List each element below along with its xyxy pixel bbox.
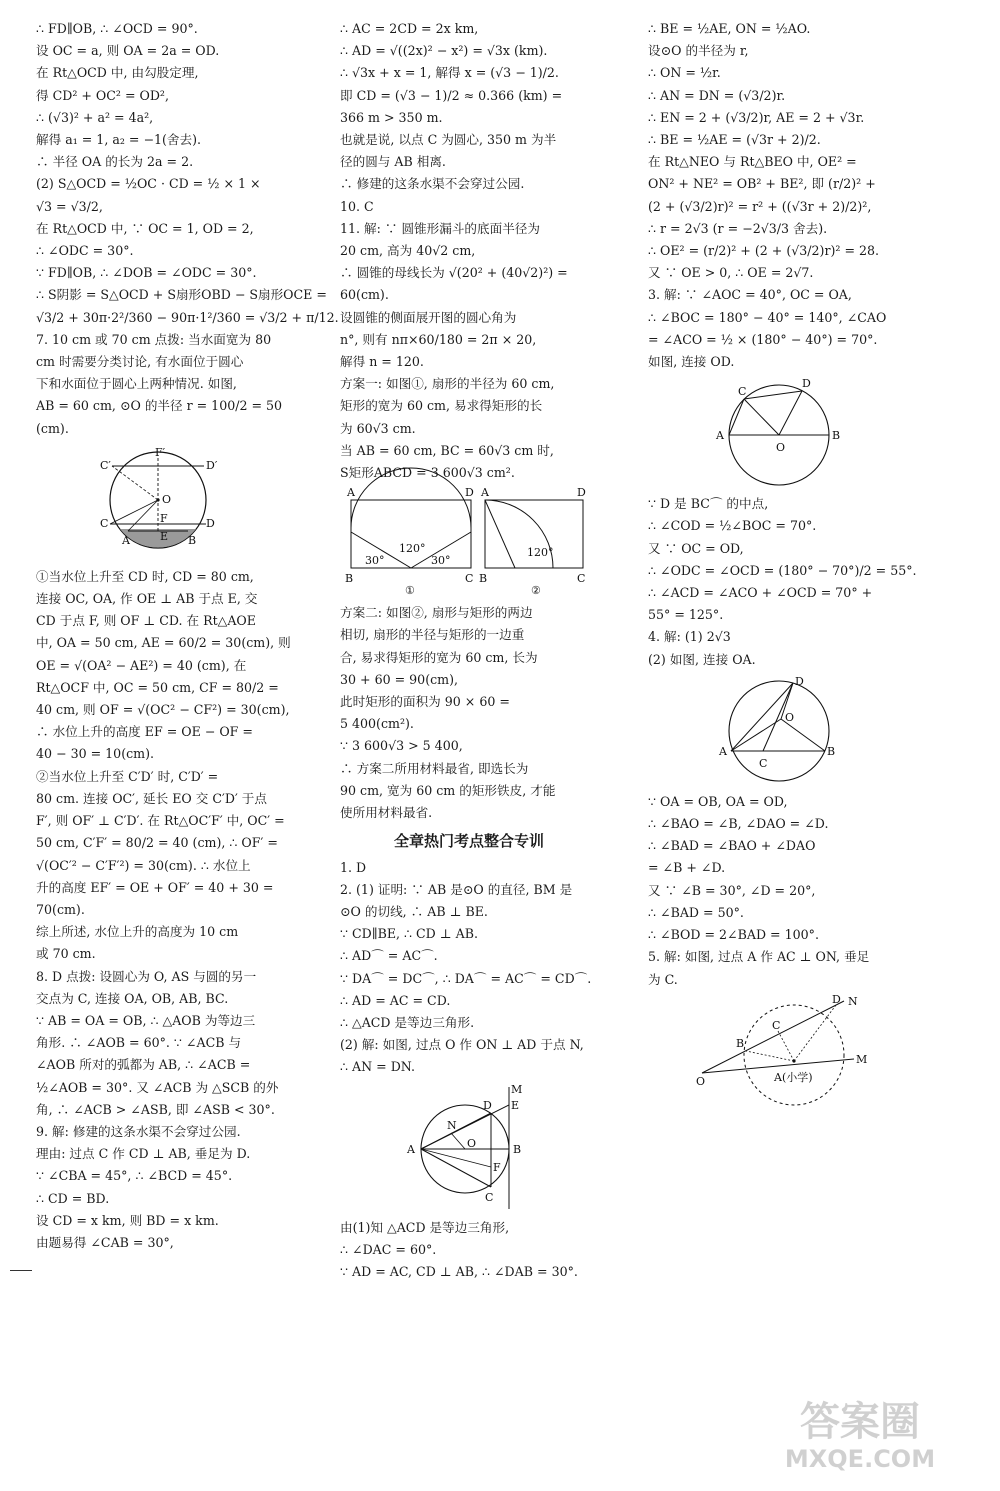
text-line: ∵ CD∥BE, ∴ CD ⊥ AB. — [340, 926, 478, 942]
text-line: 在 Rt△OCD 中, 由勾股定理, — [36, 65, 199, 81]
text-line: S矩形ABCD = 3 600√3 cm². — [340, 465, 515, 481]
text-line: 设 CD = x km, 则 BD = x km. — [36, 1212, 219, 1228]
text-line: ∴ 水位上升的高度 EF = OE − OF = — [36, 724, 253, 740]
text-line: (cm). — [36, 420, 69, 436]
text-line: ①当水位上升至 CD 时, CD = 80 cm, — [36, 568, 254, 584]
svg-text:D′: D′ — [206, 458, 218, 472]
svg-text:A: A — [481, 486, 489, 500]
text-line: ∴ AC = 2CD = 2x km, — [340, 21, 479, 36]
svg-text:C: C — [772, 1018, 781, 1032]
text-line: ∴ ON = ½r. — [648, 65, 721, 81]
text-line: 40 − 30 = 10(cm). — [36, 746, 155, 762]
text-line: ∴ AD = √((2x)² − x²) = √3x (km). — [340, 43, 548, 59]
text-line: 4. 解: (1) 2√3 — [648, 629, 731, 645]
svg-text:F: F — [160, 511, 168, 525]
svg-text:C: C — [100, 516, 109, 530]
text-line: 相切, 扇形的半径与矩形的一边重 — [340, 627, 525, 643]
text-line: 80 cm. 连接 OC′, 延长 EO 交 C′D′ 于点 — [36, 790, 267, 806]
q7-circle-figure — [98, 444, 218, 562]
text-line: 11. 解: ∵ 圆锥形漏斗的底面半径为 — [340, 220, 540, 236]
fig1-label: ① — [405, 584, 415, 598]
text-line: ∴ 方案二所用材料最省, 即选长为 — [340, 760, 529, 776]
svg-text:C′: C′ — [100, 458, 111, 472]
text-line: 由(1)知 △ACD 是等边三角形, — [340, 1219, 510, 1235]
text-line: ∴ ∠BAO = ∠B, ∠DAO = ∠D. — [648, 816, 829, 832]
page-edge-line — [10, 1270, 32, 1271]
text-line: 方案一: 如图①, 扇形的半径为 60 cm, — [340, 376, 555, 392]
text-line: ∴ EN = 2 + (√3/2)r, AE = 2 + √3r. — [648, 109, 865, 125]
text-line: cm 时需要分类讨论, 有水面位于圆心 — [36, 354, 244, 370]
text-line: ∴ FD∥OB, ∴ ∠OCD = 90°. — [36, 21, 198, 36]
text-line: 径的圆与 AB 相离. — [340, 154, 446, 170]
text-line: ∴ CD = BD. — [36, 1190, 110, 1206]
text-line: 由题易得 ∠CAB = 30°, — [36, 1234, 174, 1250]
text-line: ∴ BE = ½AE, ON = ½AO. — [648, 21, 811, 36]
svg-text:F: F — [493, 1160, 501, 1174]
svg-text:D: D — [206, 516, 215, 530]
svg-text:C: C — [577, 572, 586, 586]
text-line: ∴ △ACD 是等边三角形. — [340, 1014, 475, 1030]
school-label: A(小学) — [774, 1070, 813, 1084]
text-line: 角形. ∴ ∠AOB = 60°. ∵ ∠ACB 与 — [36, 1035, 242, 1051]
q7-8-9-block — [36, 566, 291, 1254]
text-line: 解得 a₁ = 1, a₂ = −1(舍去). — [36, 132, 202, 148]
svg-text:N: N — [447, 1118, 457, 1132]
text-line: 40 cm, 则 OF = √(OC² − CF²) = 30(cm), — [36, 702, 290, 718]
text-line: 升的高度 EF′ = OE + OF′ = 40 + 30 = — [36, 879, 274, 895]
text-line: ∴ ∠ACD = ∠ACO + ∠OCD = 70° + — [648, 585, 873, 601]
svg-text:D: D — [802, 377, 811, 391]
svg-text:C: C — [759, 756, 768, 770]
text-line: 70(cm). — [36, 901, 85, 917]
text-line: (2 + (√3/2)r)² = r² + ((√3r + 2)/2)², — [648, 198, 872, 214]
text-line: n°, 则有 nπ×60/180 = 2π × 20, — [340, 331, 537, 347]
text-line: 中, OA = 50 cm, AE = 60/2 = 30(cm), 则 — [36, 635, 291, 651]
text-line: 2. (1) 证明: ∵ AB 是⊙O 的直径, BM 是 — [340, 881, 573, 897]
text-line: √3/2 + 30π·2²/360 − 90π·1²/360 = √3/2 + π/12. — [36, 309, 339, 325]
q3-circle-figure — [704, 377, 854, 489]
svg-text:A: A — [407, 1142, 415, 1156]
text-line: 此时矩形的面积为 90 × 60 = — [340, 694, 510, 710]
text-line: ∴ √3x + x = 1, 解得 x = (√3 − 1)/2. — [340, 65, 559, 81]
svg-text:C: C — [485, 1190, 494, 1204]
svg-text:O: O — [696, 1074, 706, 1088]
text-line: ∴ 半径 OA 的长为 2a = 2. — [36, 154, 194, 170]
text-line: ½∠AOB = 30°. 又 ∠ACB 为 △SCB 的外 — [36, 1079, 279, 1095]
text-line: 合, 易求得矩形的宽为 60 cm, 长为 — [340, 649, 538, 665]
svg-text:B: B — [479, 572, 488, 586]
text-line: 在 Rt△NEO 与 Rt△BEO 中, OE² = — [648, 154, 857, 170]
text-line: 得 CD² + OC² = OD², — [36, 87, 169, 103]
text-line: ∴ ∠DAC = 60°. — [340, 1241, 437, 1257]
text-line: ∴ ∠BAD = 50°. — [648, 904, 744, 920]
text-line: ∵ ∠CBA = 45°, ∴ ∠BCD = 45°. — [36, 1168, 233, 1184]
text-line: 矩形的宽为 60 cm, 易求得矩形的长 — [340, 398, 543, 414]
text-line: 5. 解: 如图, 过点 A 作 AC ⊥ ON, 垂足 — [648, 949, 870, 965]
text-line: 为 60√3 cm. — [340, 420, 416, 436]
text-line: (2) 如图, 连接 OA. — [648, 651, 756, 667]
svg-text:B: B — [832, 429, 841, 443]
svg-text:B: B — [827, 744, 836, 758]
col3-block-c — [648, 791, 910, 991]
q4-circle-figure — [709, 675, 849, 787]
text-line: ∴ AD⌒ = AC⌒. — [340, 948, 438, 964]
svg-text:A: A — [719, 744, 727, 758]
text-line: ②当水位上升至 C′D′ 时, C′D′ = — [36, 768, 219, 784]
fig1-angle-120: 120° — [399, 542, 426, 556]
section-heading: 全章热门考点整合专训 — [393, 832, 544, 851]
text-line: 又 ∵ OC = OD, — [648, 540, 744, 556]
text-line: ∴ AN = DN. — [340, 1059, 416, 1075]
text-line: ∵ OA = OB, OA = OD, — [648, 793, 788, 809]
text-line: 又 ∵ ∠B = 30°, ∠D = 20°, — [648, 882, 816, 898]
q5-figure — [694, 992, 868, 1107]
text-line: ∴ S阴影 = S△OCD + S扇形OBD − S扇形OCE = — [36, 287, 327, 303]
text-line: ∴ AN = DN = (√3/2)r. — [648, 87, 786, 103]
text-line: ON² + NE² = OB² + BE², 即 (r/2)² + — [648, 176, 876, 192]
fig2-angle-120: 120° — [527, 546, 554, 560]
col1-block-a — [36, 18, 339, 329]
text-line: ∵ D 是 BC⌒ 的中点, — [648, 496, 769, 512]
text-line: 角, ∴ ∠ACB > ∠ASB, 即 ∠ASB < 30°. — [36, 1101, 275, 1117]
text-line: √(OC′² − C′F′²) = 30(cm). ∴ 水位上 — [36, 857, 251, 873]
text-line: ∴ 修建的这条水渠不会穿过公园. — [340, 176, 525, 192]
text-line: ∴ BE = ½AE = (√3r + 2)/2. — [648, 132, 821, 148]
text-line: 也就是说, 以点 C 为圆心, 350 m 为半 — [340, 132, 557, 148]
text-line: 方案二: 如图②, 扇形与矩形的两边 — [340, 605, 533, 621]
text-line: ∵ DA⌒ = DC⌒, ∴ DA⌒ = AC⌒ = CD⌒. — [340, 970, 592, 986]
col3-block-b — [648, 493, 917, 671]
svg-text:B: B — [188, 533, 197, 547]
watermark-top: 答案圈 — [800, 1399, 920, 1445]
text-line: 9. 解: 修建的这条水渠不会穿过公园. — [36, 1123, 241, 1139]
col2-block-c — [340, 857, 598, 1079]
svg-text:B: B — [345, 572, 354, 586]
text-line: ∴ (√3)² + a² = 4a², — [36, 109, 154, 125]
text-line: ∴ ∠BOD = 2∠BAD = 100°. — [648, 927, 819, 943]
watermark-bottom: MXQE.COM — [784, 1445, 936, 1473]
text-line: 解得 n = 120. — [340, 354, 424, 370]
svg-text:D: D — [465, 486, 474, 500]
text-line: 366 m > 350 m. — [340, 109, 443, 125]
svg-text:C: C — [738, 385, 747, 399]
svg-text:D: D — [795, 674, 804, 688]
text-line: ∠AOB 所对的弧都为 AB, ∴ ∠ACB = — [36, 1057, 251, 1073]
text-line: 3. 解: ∵ ∠AOC = 40°, OC = OA, — [648, 287, 852, 303]
watermark-logo — [760, 1387, 960, 1477]
text-line: 50 cm, C′F′ = 80/2 = 40 (cm), ∴ OF′ = — [36, 835, 278, 851]
text-line: ∴ ∠BAD = ∠BAO + ∠DAO — [648, 838, 816, 854]
text-line: ∴ r = 2√3 (r = −2√3/3 舍去). — [648, 220, 828, 236]
text-line: 在 Rt△OCD 中, ∵ OC = 1, OD = 2, — [36, 220, 254, 236]
svg-text:E: E — [511, 1098, 520, 1112]
svg-text:D: D — [832, 992, 841, 1006]
text-line: 理由: 过点 C 作 CD ⊥ AB, 垂足为 D. — [36, 1146, 251, 1162]
text-line: ∴ OE² = (r/2)² + (2 + (√3/2)r)² = 28. — [648, 243, 880, 259]
text-line: CD 于点 F, 则 OF ⊥ CD. 在 Rt△AOE — [36, 613, 256, 629]
fig2-label: ② — [531, 584, 541, 598]
text-line: 为 C. — [648, 971, 678, 987]
text-line: 7. 10 cm 或 70 cm 点拨: 当水面宽为 80 — [36, 331, 272, 347]
text-line: 使所用材料最省. — [340, 805, 433, 821]
text-line: F′, 则 OF′ ⊥ C′D′. 在 Rt△OC′F′ 中, OC′ = — [36, 813, 285, 829]
text-line: 设圆锥的侧面展开图的圆心角为 — [340, 309, 517, 325]
text-line: = ∠ACO = ½ × (180° − 40°) = 70°. — [648, 331, 878, 347]
text-line: ∴ AD = AC = CD. — [340, 992, 451, 1008]
text-line: OE = √(OA² − AE²) = 40 (cm), 在 — [36, 657, 247, 673]
text-line: Rt△OCF 中, OC = 50 cm, CF = 80/2 = — [36, 679, 279, 695]
svg-text:N: N — [848, 994, 858, 1008]
text-line: ∴ ∠COD = ½∠BOC = 70°. — [648, 518, 817, 534]
column-right — [648, 18, 917, 1111]
svg-text:M: M — [856, 1052, 868, 1066]
text-line: 55° = 125°. — [648, 607, 724, 623]
text-line: ∴ 圆锥的母线长为 √(20² + (40√2)²) = — [340, 265, 568, 281]
svg-text:A: A — [716, 429, 724, 443]
text-line: 又 ∵ OE > 0, ∴ OE = 2√7. — [648, 265, 814, 281]
svg-text:C: C — [465, 572, 474, 586]
text-line: 30 + 60 = 90(cm), — [340, 671, 459, 687]
svg-text:O: O — [467, 1136, 477, 1150]
text-line: ∵ FD∥OB, ∴ ∠DOB = ∠ODC = 30°. — [36, 265, 257, 281]
text-line: AB = 60 cm, ⊙O 的半径 r = 100/2 = 50 — [36, 398, 283, 414]
svg-text:M: M — [511, 1082, 523, 1096]
svg-text:B: B — [736, 1036, 745, 1050]
column-left — [36, 18, 339, 1254]
text-line: 交点为 C, 连接 OA, OB, AB, BC. — [36, 990, 229, 1006]
text-line: 60(cm). — [340, 287, 389, 303]
fig1-angle-30-right: 30° — [431, 554, 451, 568]
text-line: 设⊙O 的半径为 r, — [648, 43, 749, 59]
svg-text:F′: F′ — [155, 445, 166, 459]
col3-block-a — [648, 18, 910, 373]
svg-text:D: D — [483, 1098, 492, 1112]
text-line: 10. C — [340, 198, 374, 214]
text-line: ∵ AD = AC, CD ⊥ AB, ∴ ∠DAB = 30°. — [340, 1263, 578, 1279]
svg-text:O: O — [162, 492, 172, 506]
fig1-angle-30-left: 30° — [365, 554, 385, 568]
svg-text:A: A — [347, 486, 355, 500]
text-line: ∴ ∠ODC = ∠OCD = (180° − 70°)/2 = 55°. — [648, 562, 917, 578]
col2-block-b — [340, 602, 598, 824]
text-line: 1. D — [340, 859, 367, 875]
text-line: ∵ AB = OA = OB, ∴ △AOB 为等边三 — [36, 1012, 256, 1028]
svg-text:O: O — [776, 441, 786, 455]
text-line: (2) 解: 如图, 过点 O 作 ON ⊥ AD 于点 N, — [340, 1037, 584, 1053]
text-line: 下和水面位于圆心上两种情况. 如图, — [36, 376, 237, 392]
text-line: ∴ ∠ODC = 30°. — [36, 243, 134, 259]
text-line: 5 400(cm²). — [340, 716, 414, 732]
text-line: ⊙O 的切线, ∴ AB ⊥ BE. — [340, 903, 488, 919]
text-line: ∴ ∠BOC = 180° − 40° = 140°, ∠CAO — [648, 309, 887, 325]
column-middle — [340, 18, 598, 1283]
col2-block-d — [340, 1217, 598, 1284]
text-line: 或 70 cm. — [36, 946, 96, 962]
svg-text:E: E — [160, 529, 169, 543]
q2-circle-figure — [399, 1083, 539, 1213]
text-line: 即 CD = (√3 − 1)/2 ≈ 0.366 (km) = — [340, 87, 563, 103]
svg-text:A: A — [122, 533, 130, 547]
text-line: = ∠B + ∠D. — [648, 860, 726, 876]
text-line: 综上所述, 水位上升的高度为 10 cm — [36, 924, 239, 940]
text-line: 当 AB = 60 cm, BC = 60√3 cm 时, — [340, 442, 554, 458]
text-line: 90 cm, 宽为 60 cm 的矩形铁皮, 才能 — [340, 782, 556, 798]
svg-text:D: D — [577, 486, 586, 500]
q11-plan-figures — [341, 488, 597, 598]
text-line: 8. D 点拨: 设圆心为 O, AS 与圆的另一 — [36, 968, 257, 984]
text-line: 20 cm, 高为 40√2 cm, — [340, 243, 476, 259]
q7-block — [36, 329, 283, 440]
text-line: 如图, 连接 OD. — [648, 354, 735, 370]
text-line: ∵ 3 600√3 > 5 400, — [340, 738, 463, 754]
text-line: 连接 OC, OA, 作 OE ⊥ AB 于点 E, 交 — [36, 591, 258, 607]
text-line: 设 OC = a, 则 OA = 2a = OD. — [36, 43, 220, 59]
text-line: (2) S△OCD = ½OC · CD = ½ × 1 × — [36, 176, 261, 192]
col2-block-a — [340, 18, 598, 484]
svg-text:B: B — [513, 1142, 522, 1156]
text-line: √3 = √3/2, — [36, 198, 103, 214]
svg-text:O: O — [785, 710, 795, 724]
